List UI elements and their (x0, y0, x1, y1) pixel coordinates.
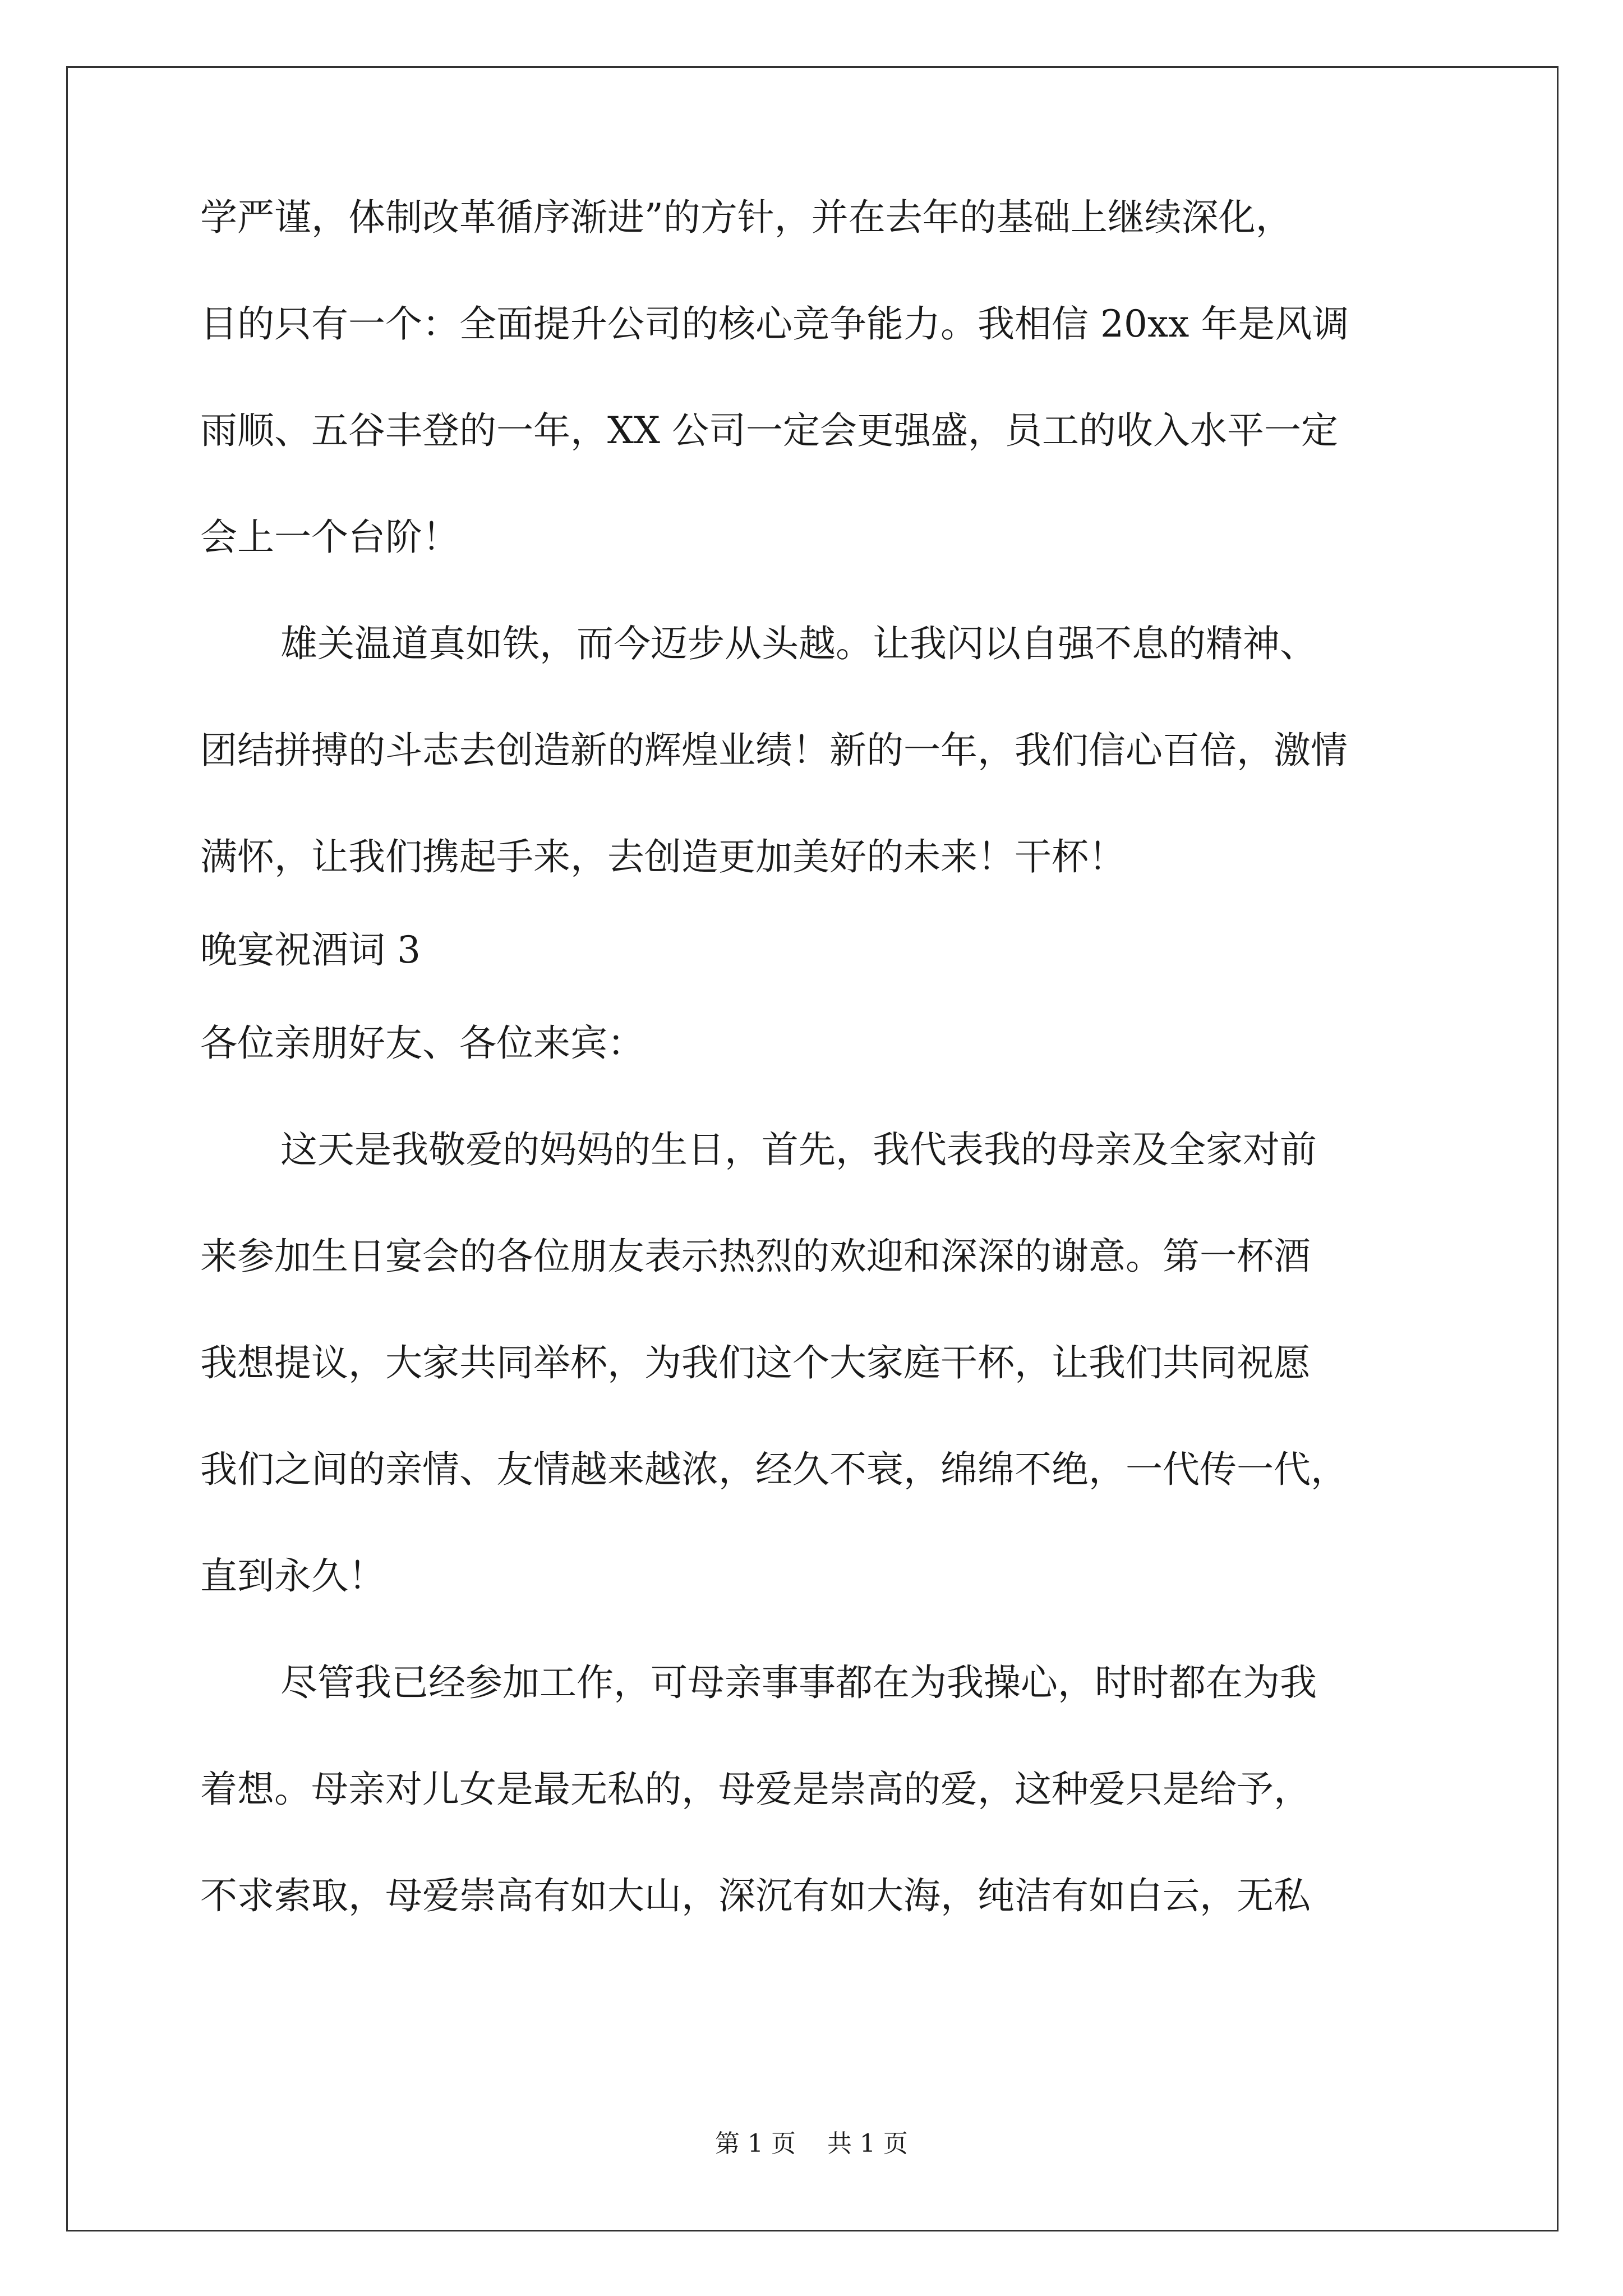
paragraph-start-line: 雄关温道真如铁，而今迈步从头越。让我闪以自强不息的精神、 (280, 622, 1317, 665)
text-line: 直到永久！ (200, 1554, 385, 1598)
paragraph-start-line: 这天是我敬爱的妈妈的生日，首先，我代表我的母亲及全家对前 (280, 1128, 1317, 1171)
text-line: 满怀，让我们携起手来，去创造更加美好的未来！干杯！ (200, 835, 1126, 878)
text-line: 团结拼搏的斗志去创造新的辉煌业绩！新的一年，我们信心百倍，激情 (200, 729, 1348, 772)
text-line: 雨顺、五谷丰登的一年，XX 公司一定会更强盛，员工的收入水平一定 (200, 409, 1338, 452)
text-line: 来参加生日宴会的各位朋友表示热烈的欢迎和深深的谢意。第一杯酒 (200, 1235, 1311, 1278)
section-heading: 晚宴祝酒词 3 (200, 928, 421, 972)
page-number-footer: 第 1 页 共 1 页 (715, 2129, 908, 2158)
text-line: 目的只有一个：全面提升公司的核心竞争能力。我相信 20xx 年是风调 (200, 302, 1349, 346)
salutation-line: 各位亲朋好友、各位来宾： (200, 1022, 644, 1065)
text-line: 会上一个台阶！ (200, 516, 459, 559)
text-line: 着想。母亲对儿女是最无私的，母爱是崇高的爱，这种爱只是给予， (200, 1768, 1311, 1811)
paragraph-start-line: 尽管我已经参加工作，可母亲事事都在为我操心，时时都在为我 (280, 1661, 1317, 1704)
document-body (200, 196, 1440, 1917)
text-line: 学严谨，体制改革循序渐进”的方针，并在去年的基础上继续深化， (200, 196, 1293, 239)
text-line: 我想提议，大家共同举杯，为我们这个大家庭干杯，让我们共同祝愿 (200, 1341, 1311, 1384)
text-line: 我们之间的亲情、友情越来越浓，经久不衰，绵绵不绝，一代传一代， (200, 1448, 1348, 1491)
text-line: 不求索取，母爱崇高有如大山，深沉有如大海，纯洁有如白云，无私 (200, 1874, 1311, 1917)
